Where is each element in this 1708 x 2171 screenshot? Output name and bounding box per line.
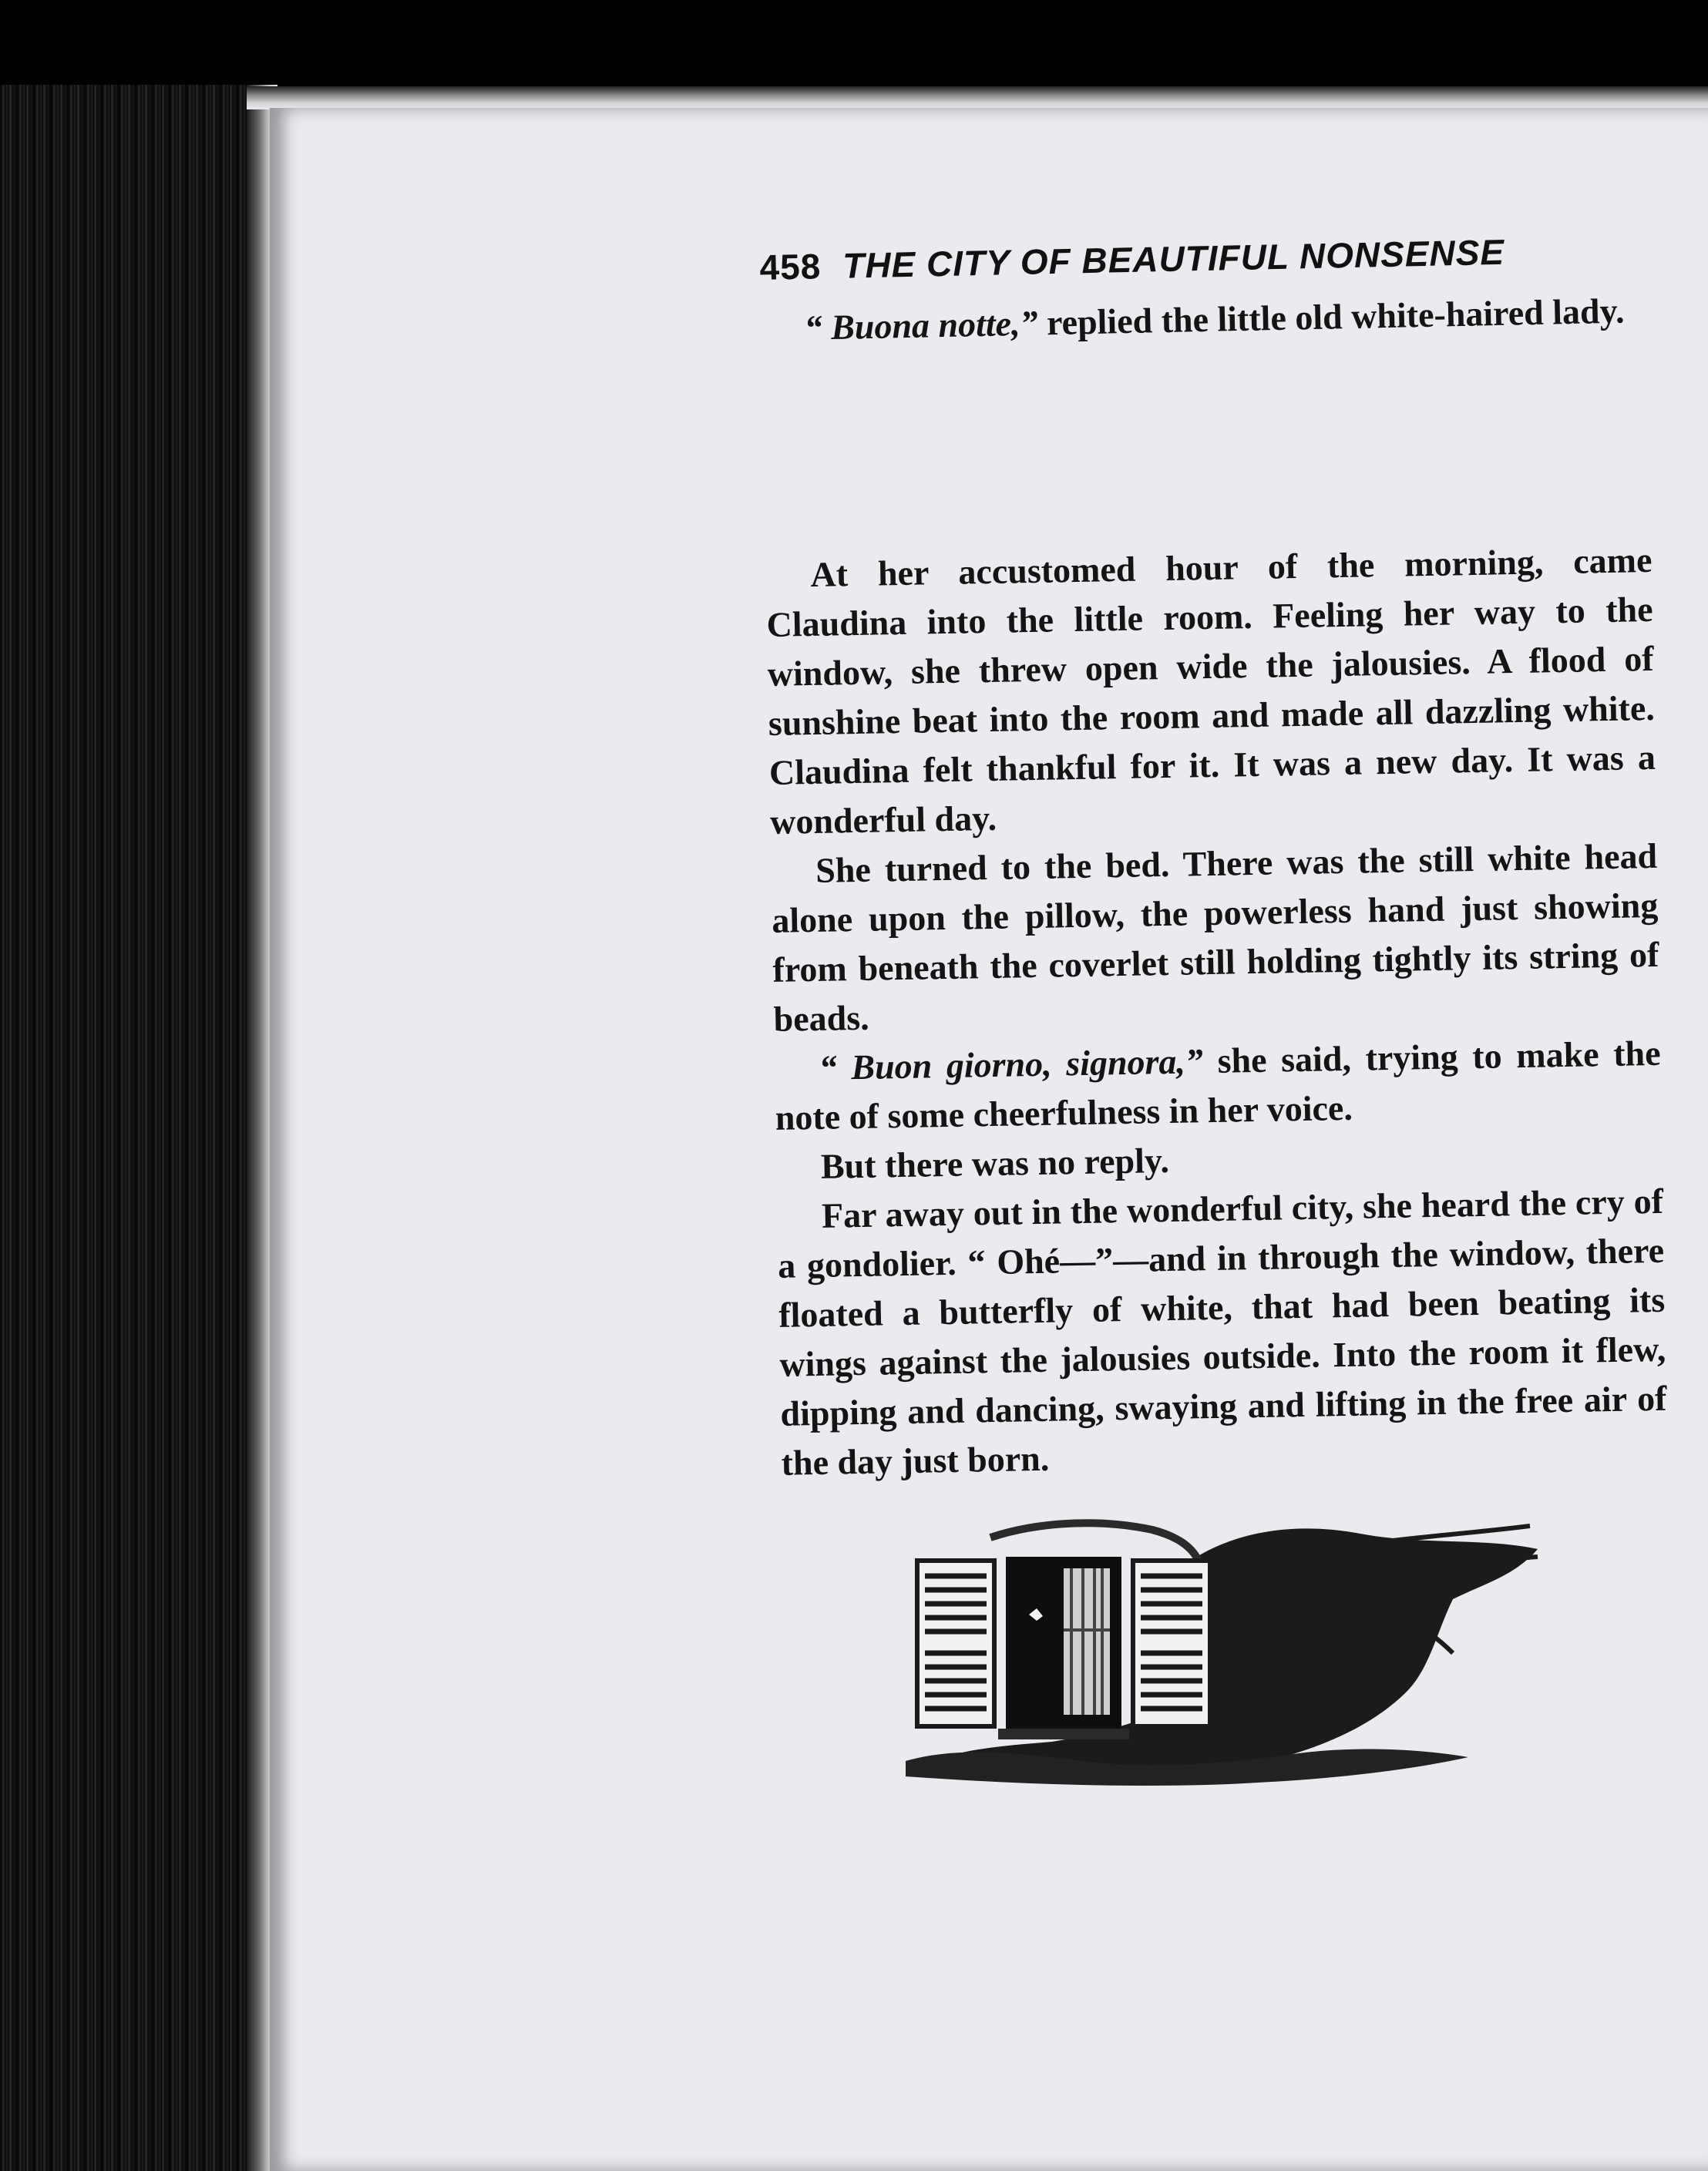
paragraph-bed: She turned to the bed. There was the still white head alone upon the pillow, the powerless hand just showing from beneath the coverlet still holding tightly its string of beads. xyxy=(771,835,1659,1039)
paragraph-text: she said, trying to make the note of some cheerfulness in her voice. xyxy=(775,1033,1661,1138)
italic-buona-notte: “ Buona notte,” xyxy=(804,303,1039,348)
paragraph-buon-giorno xyxy=(774,1029,1662,1143)
running-title: THE CITY OF BEAUTIFUL NONSENSE xyxy=(842,231,1505,286)
paragraph-morning: At her accustomed hour of the morning, came Claudina into the little room. Feeling her way to the window, she threw open wide the jalousies. A flood of sunshine beat into the room and made all dazzling white. Claudina felt thankful for it. It was a new day. It was a wonderful day. xyxy=(766,539,1656,842)
page-top-edge xyxy=(247,86,1708,109)
main-text-block xyxy=(765,536,1668,1488)
paragraph-butterfly: Far away out in the wonderful city, she heard the cry of a gondolier. “ Ohé—”—and in through the window, there floated a butterfly of white, that had been beating its wings against the jalousies outside. Into the room it flew, dipping and dancing, swaying and lifting in the free air of the day just born. xyxy=(777,1181,1667,1483)
book-page-edges xyxy=(0,85,277,2171)
window-shutters-illustration xyxy=(898,1514,1568,1800)
paragraph-no-reply: But there was no reply. xyxy=(820,1140,1170,1186)
page-number: 458 xyxy=(759,246,822,287)
paragraph-text: replied the little old white-haired lady. xyxy=(1037,291,1626,343)
italic-buon-giorno: “ Buon giorno, signora,” xyxy=(819,1041,1204,1087)
